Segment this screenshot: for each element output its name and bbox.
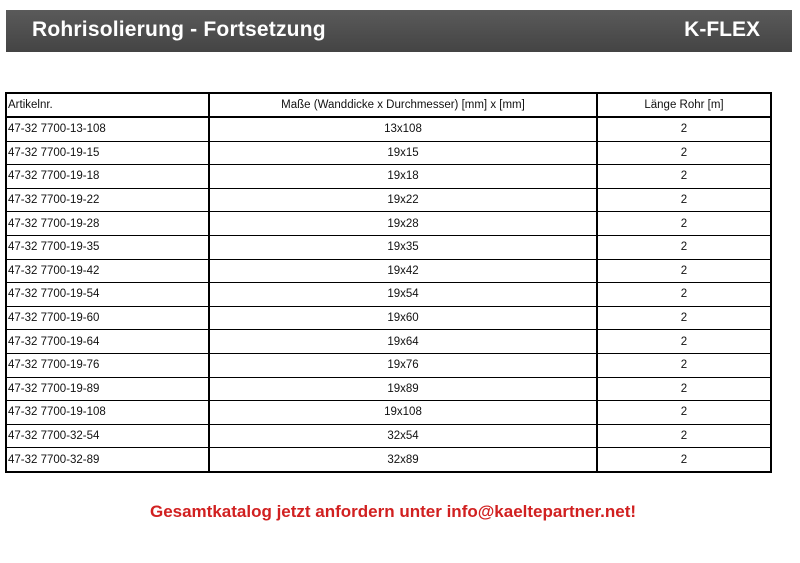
cell-artikelnr: 47-32 7700-19-35 (6, 235, 209, 259)
table-row (6, 283, 771, 307)
table-header-row (6, 93, 771, 117)
column-header-masse: Maße (Wanddicke x Durchmesser) [mm] x [mm] (209, 93, 597, 117)
cell-laenge: 2 (597, 353, 771, 377)
cell-masse: 32x54 (209, 424, 597, 448)
column-header-artikelnr: Artikelnr. (6, 93, 209, 117)
cell-laenge: 2 (597, 330, 771, 354)
table-row (6, 306, 771, 330)
cell-artikelnr: 47-32 7700-19-76 (6, 353, 209, 377)
cell-masse: 19x18 (209, 165, 597, 189)
cell-masse: 19x60 (209, 306, 597, 330)
cell-artikelnr: 47-32 7700-13-108 (6, 117, 209, 141)
cell-artikelnr: 47-32 7700-19-42 (6, 259, 209, 283)
cell-artikelnr: 47-32 7700-19-18 (6, 165, 209, 189)
table-row (6, 353, 771, 377)
cell-artikelnr: 47-32 7700-32-89 (6, 448, 209, 472)
cell-artikelnr: 47-32 7700-19-108 (6, 401, 209, 425)
table-row (6, 117, 771, 141)
table-row (6, 259, 771, 283)
table-row (6, 188, 771, 212)
cell-laenge: 2 (597, 283, 771, 307)
table-row (6, 235, 771, 259)
table-row (6, 165, 771, 189)
cell-laenge: 2 (597, 235, 771, 259)
cell-laenge: 2 (597, 377, 771, 401)
product-table (5, 92, 772, 473)
cell-laenge: 2 (597, 424, 771, 448)
column-header-laenge: Länge Rohr [m] (597, 93, 771, 117)
cell-laenge: 2 (597, 188, 771, 212)
cell-artikelnr: 47-32 7700-19-22 (6, 188, 209, 212)
cell-masse: 19x42 (209, 259, 597, 283)
cell-laenge: 2 (597, 117, 771, 141)
table-row (6, 330, 771, 354)
header-bar (6, 10, 792, 52)
cell-masse: 19x76 (209, 353, 597, 377)
cell-masse: 19x54 (209, 283, 597, 307)
brand-name: K-FLEX (684, 18, 760, 41)
cell-masse: 19x28 (209, 212, 597, 236)
page-title: Rohrisolierung - Fortsetzung (32, 18, 326, 41)
cell-artikelnr: 47-32 7700-19-15 (6, 141, 209, 165)
cell-laenge: 2 (597, 401, 771, 425)
table-row (6, 448, 771, 472)
cell-masse: 19x15 (209, 141, 597, 165)
cell-masse: 19x64 (209, 330, 597, 354)
table-row (6, 377, 771, 401)
table-row (6, 141, 771, 165)
table-body (6, 117, 771, 472)
table-row (6, 401, 771, 425)
table-row (6, 212, 771, 236)
catalog-request-note: Gesamtkatalog jetzt anfordern unter info@kaeltepartner.net! (149, 502, 637, 521)
cell-masse: 32x89 (209, 448, 597, 472)
cell-laenge: 2 (597, 448, 771, 472)
cell-masse: 19x35 (209, 235, 597, 259)
cell-masse: 19x108 (209, 401, 597, 425)
cell-masse: 19x22 (209, 188, 597, 212)
cell-laenge: 2 (597, 306, 771, 330)
cell-laenge: 2 (597, 165, 771, 189)
cell-laenge: 2 (597, 212, 771, 236)
cell-laenge: 2 (597, 259, 771, 283)
cell-masse: 19x89 (209, 377, 597, 401)
cell-masse: 13x108 (209, 117, 597, 141)
cell-artikelnr: 47-32 7700-19-28 (6, 212, 209, 236)
cell-artikelnr: 47-32 7700-19-89 (6, 377, 209, 401)
table-row (6, 424, 771, 448)
cell-laenge: 2 (597, 141, 771, 165)
cell-artikelnr: 47-32 7700-19-54 (6, 283, 209, 307)
cell-artikelnr: 47-32 7700-32-54 (6, 424, 209, 448)
product-table-container (5, 92, 764, 473)
cell-artikelnr: 47-32 7700-19-60 (6, 306, 209, 330)
cell-artikelnr: 47-32 7700-19-64 (6, 330, 209, 354)
